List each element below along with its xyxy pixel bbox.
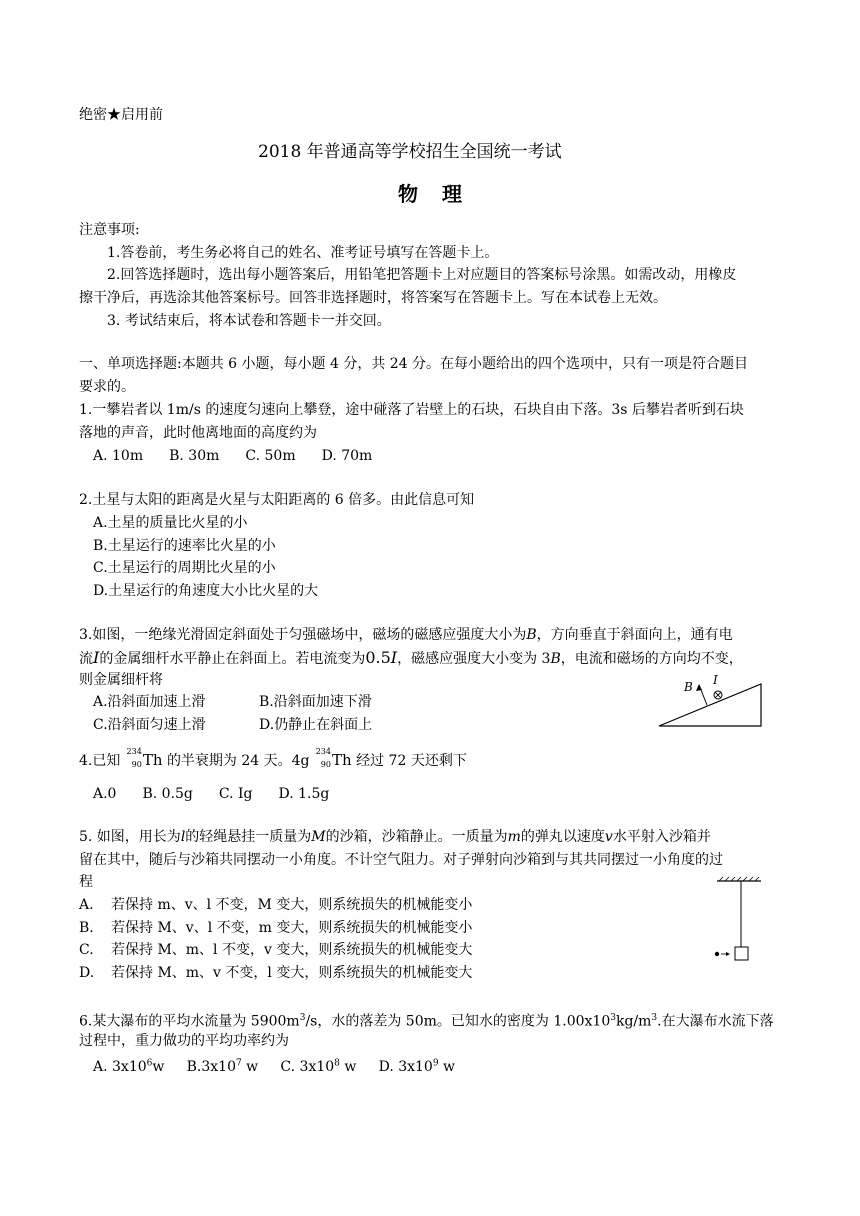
q1-stem-cont: 落地的声音，此时他离地面的高度约为	[79, 425, 317, 441]
q3-option-d: D.仍静止在斜面上	[259, 717, 373, 733]
q5-stem-cont: 留在其中，随后与沙箱共同摆动一小角度。不计空气阻力。对子弹射向沙箱到与其共同摆过一小角度的过	[79, 852, 723, 868]
q5-option-d: D. 若保持 M、m、v 不变，l 变大，则系统损失的机械能变大	[79, 965, 473, 981]
q5-stem-end: 程	[79, 874, 93, 890]
q1-options	[93, 446, 398, 466]
secret-label: 绝密★启用前	[79, 107, 163, 123]
fig-label-b: B	[684, 680, 693, 694]
q6-option-d: D. $3x10^9$ w	[378, 1058, 456, 1075]
q6-option-c: C. $3x10^8$ w	[280, 1058, 357, 1075]
q2-option-c: C.土星运行的周期比火星的小	[93, 560, 276, 576]
q2-option-b: B.土星运行的速率比火星的小	[93, 538, 276, 554]
q3-stem-end: 则金属细杆将	[79, 672, 163, 688]
exam-title: 2018 年普通高等学校招生全国统一考试	[258, 142, 562, 162]
q1-option-a: A. 10m	[93, 448, 144, 464]
q1-stem: 1.一攀岩者以 1m/s 的速度匀速向上攀登，途中碰落了岩壁上的石块，石块自由下落。3s 后攀岩者听到石块	[79, 402, 744, 418]
q3-option-c: C.沿斜面匀速上滑	[93, 717, 206, 733]
q3-stem-cont: 流I的金属细杆水平静止在斜面上。若电流变为0.5I，磁感应强度大小变为 3B，电流和磁场的方向均不变，	[79, 648, 743, 667]
q2-stem: 2.土星与太阳的距离是火星与太阳距离的 6 倍多。由此信息可知	[79, 492, 475, 508]
note-2-cont: 擦干净后，再选涂其他答案标号。回答非选择题时，将答案写在答题卡上。写在本试卷上无效。	[79, 290, 667, 306]
q5-option-b: B. 若保持 M、v、l 不变，m 变大，则系统损失的机械能变小	[79, 920, 473, 936]
q5-option-a: A. 若保持 m、v、l 不变，M 变大，则系统损失的机械能变小	[79, 897, 473, 913]
q6-stem: 6.某大瀑布的平均水流量为 $5900m^3/s$，水的落差为 50m。已知水的密度为 $1.00x10^3kg/m^3$.在大瀑布水流下落	[79, 1013, 774, 1030]
pendulum-figure	[705, 875, 765, 965]
q4-option-a: A.0	[93, 786, 117, 802]
q3-stem: 3.如图，一绝缘光滑固定斜面处于匀强磁场中，磁场的磁感应强度大小为B，方向垂直于斜面向上，通有电	[79, 627, 733, 643]
q3-option-b: B.沿斜面加速下滑	[259, 694, 372, 710]
notes-heading: 注意事项:	[79, 222, 140, 238]
note-1: 1.答卷前，考生务必将自己的姓名、准考证号填写在答题卡上。	[107, 245, 499, 261]
q1-option-c: C. 50m	[245, 448, 296, 464]
section-heading: 一、单项选择题:本题共 6 小题，每小题 4 分，共 24 分。在每小题给出的四个选项中，只有一项是符合题目	[79, 356, 749, 372]
q3-option-a: A.沿斜面加速上滑	[93, 694, 206, 710]
q5-stem: 5. 如图，用长为l的轻绳悬挂一质量为M的沙箱，沙箱静止。一质量为m的弹丸以速度v水平射入沙箱并	[79, 829, 711, 845]
q6-stem-cont: 过程中，重力做功的平均功率约为	[79, 1033, 289, 1049]
section-heading-cont: 要求的。	[79, 379, 135, 395]
q6-option-b: $B.3x10^7$ w	[186, 1058, 259, 1075]
incline-figure	[655, 672, 767, 730]
q1-option-d: D. 70m	[321, 448, 373, 464]
q4-option-c: C. Ig	[218, 786, 253, 802]
q4-option-b: B. 0.5g	[142, 786, 193, 802]
q4-stem: 4.已知 234 90 Th 的半衰期为 24 天。4g 234 90 Th 经过 72 天还剩下	[79, 747, 467, 769]
fig-label-i: I	[713, 673, 718, 687]
q1-option-b: B. 30m	[169, 448, 220, 464]
q2-option-d: D.土星运行的角速度大小比火星的大	[93, 583, 319, 599]
q6-option-a: A. $3x10^6w$	[93, 1058, 165, 1075]
nuclide-symbol: 234 90	[126, 747, 142, 769]
q5-option-c: C. 若保持 M、m、l 不变，v 变大，则系统损失的机械能变大	[79, 942, 473, 958]
q4-options	[93, 784, 355, 804]
q4-option-d: D. 1.5g	[278, 786, 330, 802]
subject-title: 物理	[398, 182, 486, 206]
q6-options	[93, 1053, 455, 1077]
q2-option-a: A.土星的质量比火星的小	[93, 515, 248, 531]
note-3: 3. 考试结束后，将本试卷和答题卡一并交回。	[107, 313, 391, 329]
note-2: 2.回答选择题时，选出每小题答案后，用铅笔把答题卡上对应题目的答案标号涂黑。如需改动，用橡皮	[107, 267, 737, 283]
